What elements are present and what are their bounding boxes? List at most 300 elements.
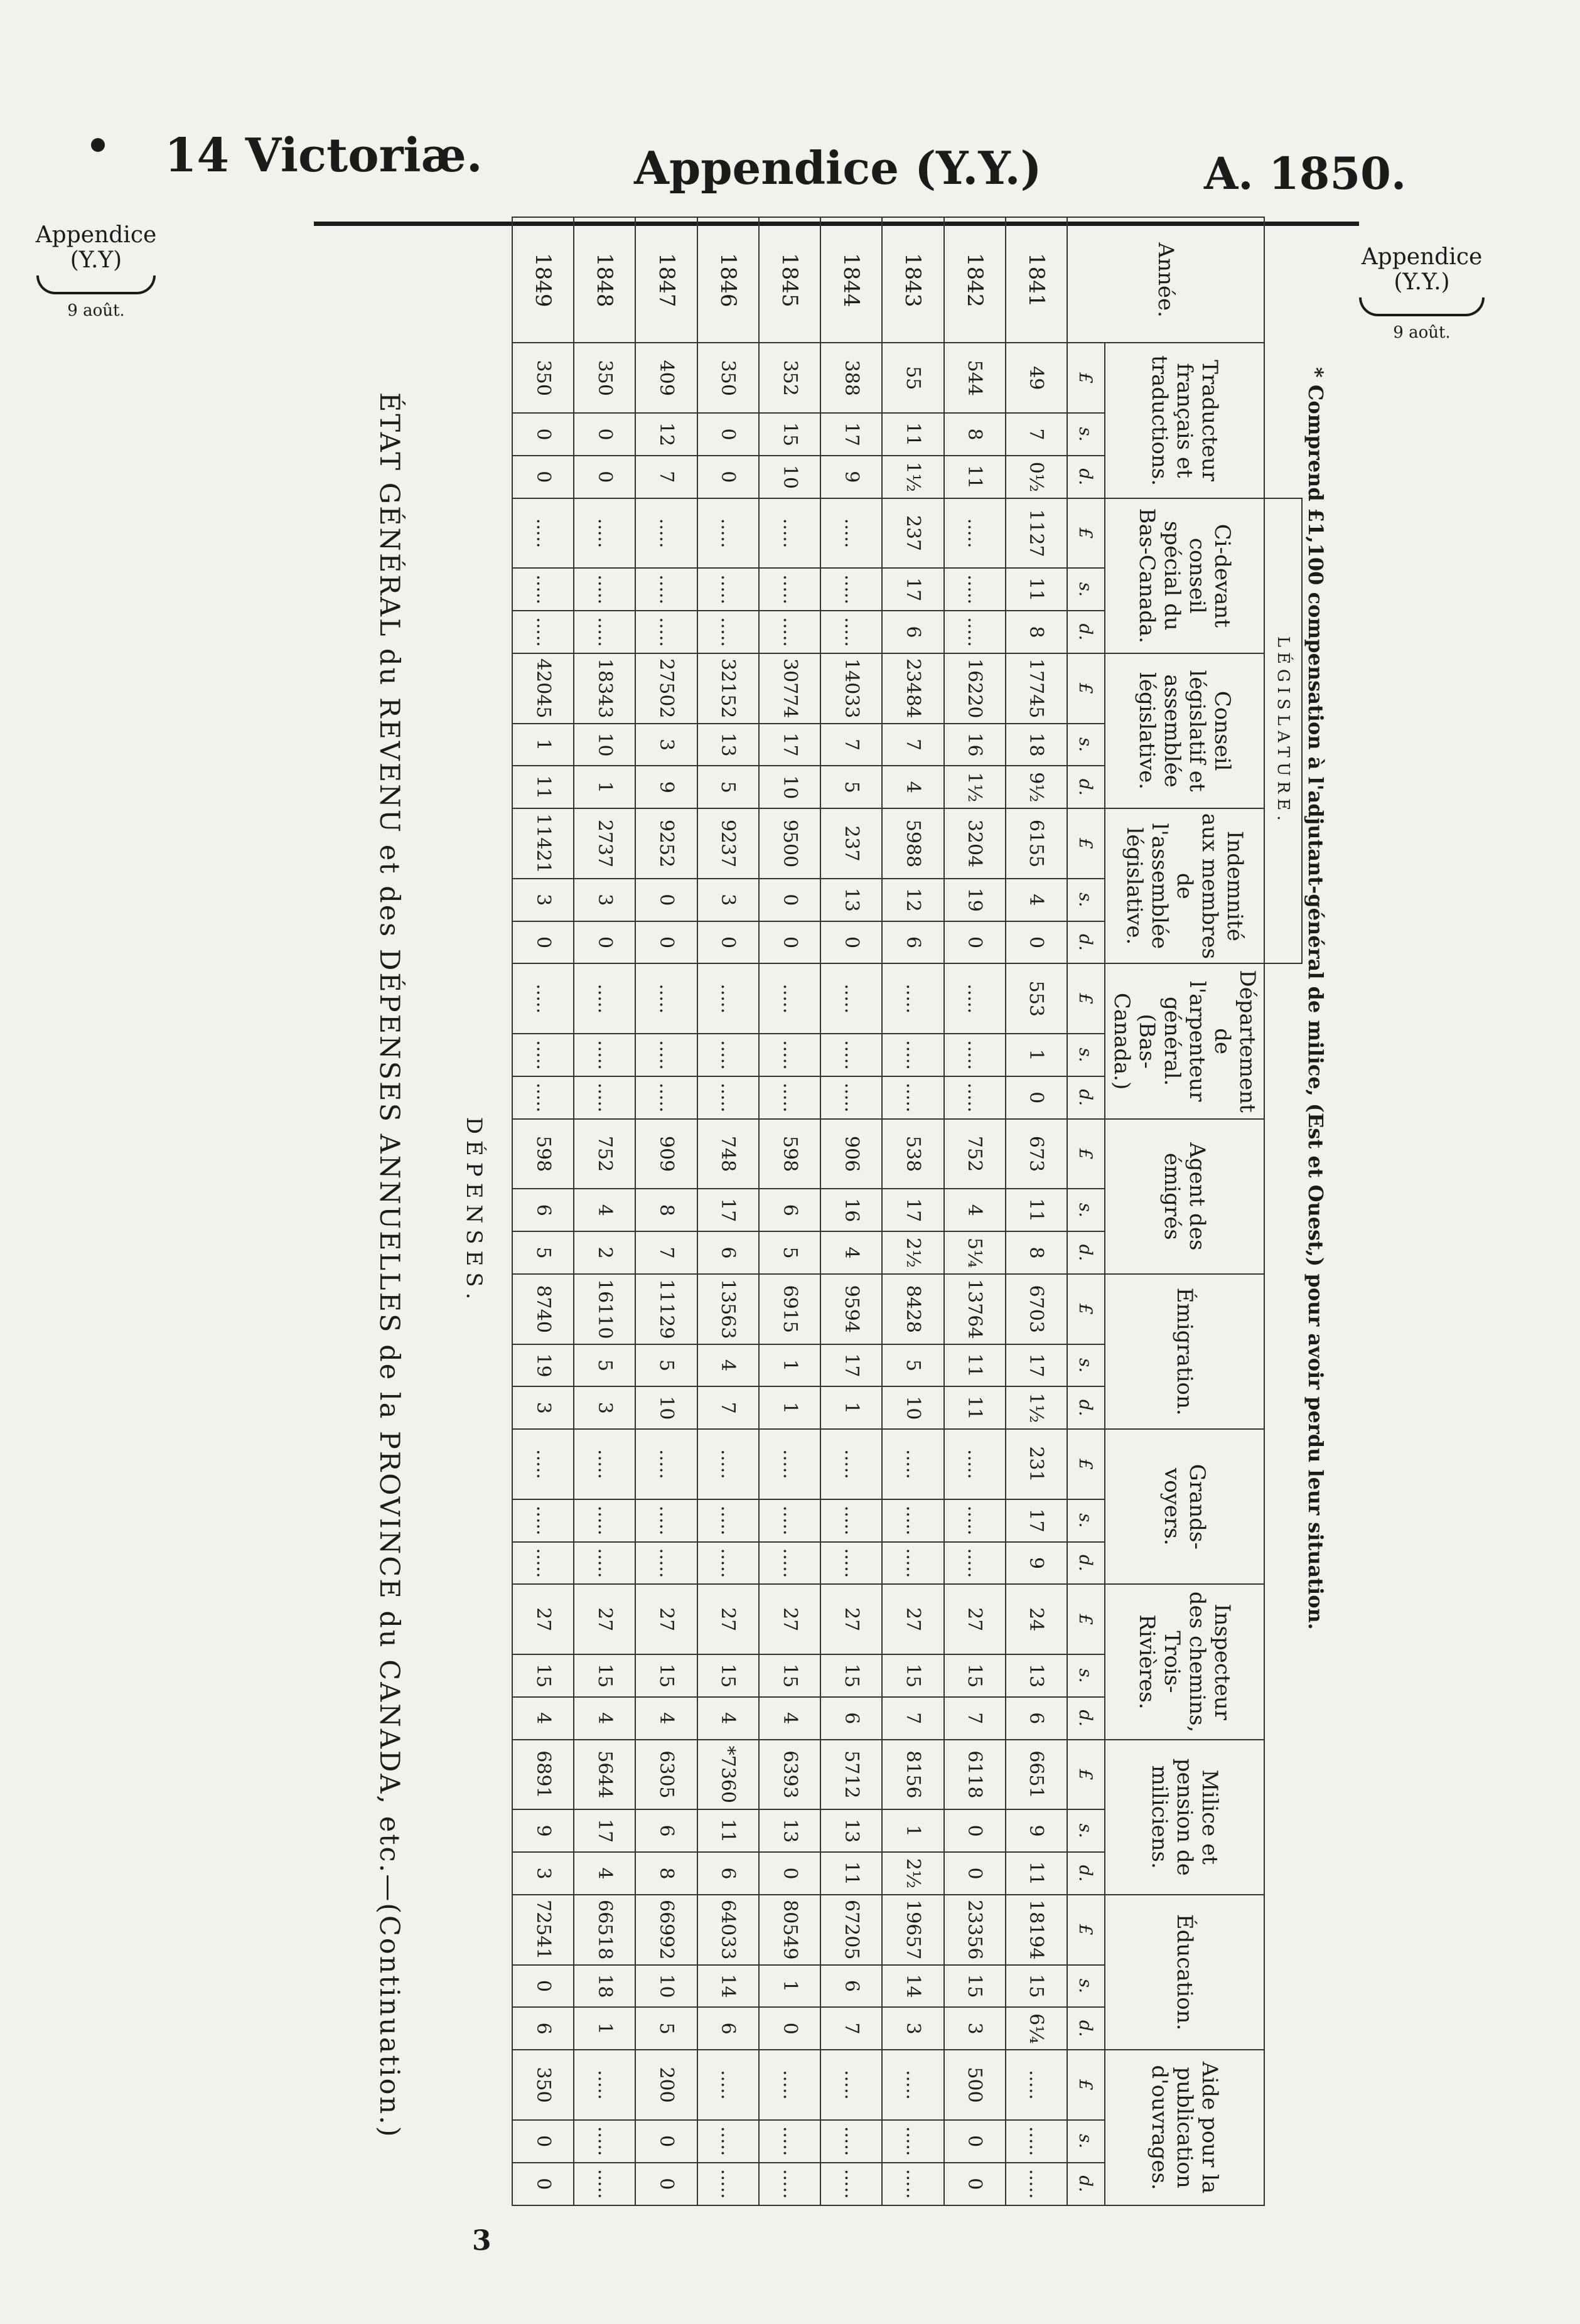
table-row bbox=[697, 217, 759, 2205]
amount-cell: 6 bbox=[759, 1189, 820, 1231]
amount-cell: 1127 bbox=[1006, 498, 1067, 569]
amount-cell: ..... bbox=[944, 498, 1006, 569]
amount-cell: 0 bbox=[574, 413, 635, 456]
amount-cell: ..... bbox=[944, 568, 1006, 611]
amount-cell: 0 bbox=[759, 1852, 820, 1895]
amount-cell: 3 bbox=[512, 1852, 574, 1895]
amount-cell: 388 bbox=[820, 343, 882, 413]
amount-cell: ..... bbox=[882, 1542, 943, 1585]
amount-cell: 7 bbox=[944, 1697, 1006, 1740]
amount-cell: 673 bbox=[1006, 1119, 1067, 1189]
amount-cell: 17 bbox=[1006, 1499, 1067, 1542]
amount-cell: 15 bbox=[882, 1654, 943, 1697]
margin-note-label: Appendice bbox=[35, 222, 157, 248]
amount-cell: 6305 bbox=[635, 1740, 697, 1810]
amount-cell: 7 bbox=[820, 2007, 882, 2050]
amount-cell: 6915 bbox=[759, 1274, 820, 1344]
amount-cell: 18343 bbox=[574, 653, 635, 724]
amount-cell: 0 bbox=[574, 921, 635, 964]
unit-header: d. bbox=[1067, 1231, 1105, 1274]
amount-cell: 8428 bbox=[882, 1274, 943, 1344]
unit-header: £ bbox=[1067, 1274, 1105, 1344]
brace-mark bbox=[1359, 297, 1485, 316]
unit-header: d. bbox=[1067, 1076, 1105, 1119]
column-header: Émigration. bbox=[1105, 1274, 1264, 1429]
table-row bbox=[635, 217, 697, 2205]
margin-note-right bbox=[1353, 245, 1491, 345]
amount-cell: 4 bbox=[944, 1189, 1006, 1231]
amount-cell: ..... bbox=[574, 963, 635, 1034]
year-cell: 1844 bbox=[820, 217, 882, 343]
amount-cell: 19 bbox=[512, 1344, 574, 1387]
year-cell: 1847 bbox=[635, 217, 697, 343]
amount-cell: ..... bbox=[759, 1542, 820, 1585]
amount-cell: 1 bbox=[759, 1386, 820, 1429]
amount-cell: 0 bbox=[1006, 1076, 1067, 1119]
amount-cell: 0 bbox=[759, 921, 820, 964]
amount-cell: 8 bbox=[1006, 1231, 1067, 1274]
amount-cell: 748 bbox=[697, 1119, 759, 1189]
amount-cell: 17 bbox=[697, 1189, 759, 1231]
margin-note-ref: (Y.Y) bbox=[70, 247, 122, 273]
amount-cell: 553 bbox=[1006, 963, 1067, 1034]
column-header: Inspecteur des chemins, Trois-Rivières. bbox=[1105, 1584, 1264, 1739]
amount-cell: 6 bbox=[1006, 1697, 1067, 1740]
amount-cell: 9 bbox=[1006, 1542, 1067, 1585]
amount-cell: 12 bbox=[882, 879, 943, 921]
amount-cell: 9 bbox=[512, 1809, 574, 1852]
amount-cell: 5 bbox=[820, 766, 882, 808]
amount-cell: ..... bbox=[820, 1429, 882, 1499]
year-cell: 1845 bbox=[759, 217, 820, 343]
brace-mark bbox=[36, 276, 156, 294]
amount-cell: 5¼ bbox=[944, 1231, 1006, 1274]
amount-cell: ..... bbox=[820, 1542, 882, 1585]
amount-cell: ..... bbox=[882, 1499, 943, 1542]
amount-cell: 9500 bbox=[759, 808, 820, 879]
amount-cell: ..... bbox=[574, 1542, 635, 1585]
unit-header: d. bbox=[1067, 2007, 1105, 2050]
unit-header: s. bbox=[1067, 1344, 1105, 1387]
amount-cell: 7 bbox=[635, 456, 697, 498]
amount-cell: ..... bbox=[635, 498, 697, 569]
amount-cell: 231 bbox=[1006, 1429, 1067, 1499]
amount-cell: ..... bbox=[882, 1429, 943, 1499]
year-header: Année. bbox=[1067, 217, 1264, 343]
amount-cell: 13 bbox=[697, 724, 759, 766]
amount-cell: 13563 bbox=[697, 1274, 759, 1344]
amount-cell: 4 bbox=[820, 1231, 882, 1274]
amount-cell: 1 bbox=[820, 1386, 882, 1429]
amount-cell: 3 bbox=[512, 879, 574, 921]
amount-cell: 350 bbox=[574, 343, 635, 413]
amount-cell: 6118 bbox=[944, 1740, 1006, 1810]
amount-cell: 27502 bbox=[635, 653, 697, 724]
amount-cell: 409 bbox=[635, 343, 697, 413]
amount-cell: 538 bbox=[882, 1119, 943, 1189]
unit-header: s. bbox=[1067, 1034, 1105, 1076]
amount-cell: 7 bbox=[697, 1386, 759, 1429]
amount-cell: ..... bbox=[635, 568, 697, 611]
unit-header: s. bbox=[1067, 1809, 1105, 1852]
unit-header: d. bbox=[1067, 1697, 1105, 1740]
amount-cell: 17745 bbox=[1006, 653, 1067, 724]
table-row bbox=[759, 217, 820, 2205]
amount-cell: 17 bbox=[759, 724, 820, 766]
amount-cell: ..... bbox=[635, 1542, 697, 1585]
unit-header: £ bbox=[1067, 343, 1105, 413]
amount-cell: 9594 bbox=[820, 1274, 882, 1344]
amount-cell: 6 bbox=[697, 2007, 759, 2050]
footnote: * Comprend £1,100 compensation à l'adjutant-général de milice, (Est et Ouest,) pour avoir perdu leur situation. bbox=[1304, 367, 1328, 1630]
amount-cell: 9 bbox=[820, 456, 882, 498]
unit-header: s. bbox=[1067, 1965, 1105, 2008]
amount-cell: 3204 bbox=[944, 808, 1006, 879]
amount-cell: 752 bbox=[944, 1119, 1006, 1189]
amount-cell: ..... bbox=[944, 611, 1006, 653]
amount-cell: ..... bbox=[759, 568, 820, 611]
amount-cell: 10 bbox=[759, 456, 820, 498]
amount-cell: 237 bbox=[882, 498, 943, 569]
amount-cell: ..... bbox=[697, 1499, 759, 1542]
amount-cell: 1 bbox=[574, 2007, 635, 2050]
amount-cell: ..... bbox=[512, 498, 574, 569]
amount-cell: ..... bbox=[635, 1429, 697, 1499]
amount-cell: *7360 bbox=[697, 1740, 759, 1810]
amount-cell: 0 bbox=[820, 921, 882, 964]
amount-cell: 0 bbox=[512, 921, 574, 964]
amount-cell: 9 bbox=[1006, 1809, 1067, 1852]
amount-cell: ..... bbox=[697, 1429, 759, 1499]
amount-cell: 10 bbox=[635, 1386, 697, 1429]
amount-cell: 11421 bbox=[512, 808, 574, 879]
amount-cell: 13 bbox=[820, 879, 882, 921]
amount-cell: 598 bbox=[512, 1119, 574, 1189]
amount-cell: 1½ bbox=[944, 766, 1006, 808]
amount-cell: 0 bbox=[635, 879, 697, 921]
column-header: Ci-devant conseil spécial du Bas-Canada. bbox=[1105, 498, 1264, 653]
amount-cell: 200 bbox=[635, 2050, 697, 2120]
header-year: A. 1850. bbox=[1204, 147, 1407, 200]
table-row bbox=[1006, 217, 1067, 2205]
rotated-table-block bbox=[308, 217, 1328, 2206]
amount-cell: 0 bbox=[512, 1965, 574, 2008]
amount-cell: 11129 bbox=[635, 1274, 697, 1344]
amount-cell: 4 bbox=[635, 1697, 697, 1740]
table-title: ÉTAT GÉNÉRAL du REVENU et des DÉPENSES ANNUELLES de la PROVINCE du CANADA, etc.—(Continuation.) bbox=[374, 392, 405, 2139]
amount-cell: 23484 bbox=[882, 653, 943, 724]
unit-header: £ bbox=[1067, 1584, 1105, 1654]
amount-cell: ..... bbox=[759, 1034, 820, 1076]
amount-cell: 0 bbox=[512, 2163, 574, 2205]
amount-cell: ..... bbox=[635, 1034, 697, 1076]
amount-cell: 350 bbox=[697, 343, 759, 413]
amount-cell: 6 bbox=[512, 1189, 574, 1231]
column-header: Grands-voyers. bbox=[1105, 1429, 1264, 1584]
amount-cell: 6 bbox=[820, 1697, 882, 1740]
amount-cell: 0½ bbox=[1006, 456, 1067, 498]
amount-cell: 5 bbox=[759, 1231, 820, 1274]
amount-cell: 8 bbox=[1006, 611, 1067, 653]
amount-cell: ..... bbox=[1006, 2163, 1067, 2205]
amount-cell: 27 bbox=[635, 1584, 697, 1654]
amount-cell: 0 bbox=[635, 2120, 697, 2163]
amount-cell: 11 bbox=[1006, 568, 1067, 611]
amount-cell: 18 bbox=[1006, 724, 1067, 766]
amount-cell: 16220 bbox=[944, 653, 1006, 724]
amount-cell: 27 bbox=[574, 1584, 635, 1654]
unit-header: £ bbox=[1067, 1895, 1105, 1965]
amount-cell: 10 bbox=[759, 766, 820, 808]
amount-cell: 5988 bbox=[882, 808, 943, 879]
amount-cell: 4 bbox=[574, 1852, 635, 1895]
amount-cell: 16 bbox=[820, 1189, 882, 1231]
amount-cell: 27 bbox=[759, 1584, 820, 1654]
amount-cell: 2½ bbox=[882, 1852, 943, 1895]
amount-cell: 909 bbox=[635, 1119, 697, 1189]
amount-cell: 8 bbox=[635, 1852, 697, 1895]
table-row bbox=[944, 217, 1006, 2205]
amount-cell: 5 bbox=[635, 2007, 697, 2050]
amount-cell: 7 bbox=[635, 1231, 697, 1274]
amount-cell: 17 bbox=[574, 1809, 635, 1852]
amount-cell: 1 bbox=[1006, 1034, 1067, 1076]
amount-cell: 1 bbox=[512, 724, 574, 766]
unit-header: £ bbox=[1067, 498, 1105, 569]
amount-cell: 2737 bbox=[574, 808, 635, 879]
amount-cell: ..... bbox=[574, 568, 635, 611]
amount-cell: 544 bbox=[944, 343, 1006, 413]
header-session: 14 Victoriæ. bbox=[164, 129, 483, 183]
amount-cell: ..... bbox=[574, 1499, 635, 1542]
amount-cell: 16 bbox=[944, 724, 1006, 766]
header-appendix: Appendice (Y.Y.) bbox=[634, 141, 1042, 195]
amount-cell: 3 bbox=[574, 879, 635, 921]
amount-cell: 13 bbox=[820, 1809, 882, 1852]
amount-cell: 500 bbox=[944, 2050, 1006, 2120]
amount-cell: ..... bbox=[820, 2120, 882, 2163]
unit-header: £ bbox=[1067, 1429, 1105, 1499]
amount-cell: ..... bbox=[820, 1499, 882, 1542]
amount-cell: ..... bbox=[759, 2120, 820, 2163]
amount-cell: 5712 bbox=[820, 1740, 882, 1810]
amount-cell: 350 bbox=[512, 2050, 574, 2120]
unit-header: £ bbox=[1067, 808, 1105, 879]
amount-cell: 6 bbox=[697, 1231, 759, 1274]
column-header: Éducation. bbox=[1105, 1895, 1264, 2050]
amount-cell: 8 bbox=[944, 413, 1006, 456]
amount-cell: 2 bbox=[574, 1231, 635, 1274]
amount-cell: 6891 bbox=[512, 1740, 574, 1810]
amount-cell: ..... bbox=[882, 2163, 943, 2205]
amount-cell: 0 bbox=[1006, 921, 1067, 964]
unit-header: s. bbox=[1067, 2120, 1105, 2163]
amount-cell: 6 bbox=[882, 921, 943, 964]
amount-cell: ..... bbox=[574, 1034, 635, 1076]
amount-cell: ..... bbox=[574, 2120, 635, 2163]
amount-cell: 3 bbox=[882, 2007, 943, 2050]
amount-cell: ..... bbox=[697, 2120, 759, 2163]
amount-cell: ..... bbox=[944, 1429, 1006, 1499]
amount-cell: 1½ bbox=[882, 456, 943, 498]
unit-header: s. bbox=[1067, 1189, 1105, 1231]
amount-cell: 42045 bbox=[512, 653, 574, 724]
amount-cell: ..... bbox=[882, 2050, 943, 2120]
amount-cell: 6 bbox=[882, 611, 943, 653]
amount-cell: ..... bbox=[759, 1499, 820, 1542]
amount-cell: 27 bbox=[697, 1584, 759, 1654]
amount-cell: ..... bbox=[820, 498, 882, 569]
amount-cell: 350 bbox=[512, 343, 574, 413]
amount-cell: 49 bbox=[1006, 343, 1067, 413]
amount-cell: ..... bbox=[512, 963, 574, 1034]
table-row bbox=[882, 217, 943, 2205]
amount-cell: 64033 bbox=[697, 1895, 759, 1965]
amount-cell: ..... bbox=[697, 1076, 759, 1119]
amount-cell: 0 bbox=[759, 2007, 820, 2050]
amount-cell: 0 bbox=[944, 921, 1006, 964]
amount-cell: 9237 bbox=[697, 808, 759, 879]
amount-cell: 0 bbox=[574, 456, 635, 498]
table-row bbox=[512, 217, 574, 2205]
amount-cell: 30774 bbox=[759, 653, 820, 724]
amount-cell: ..... bbox=[697, 498, 759, 569]
amount-cell: 23356 bbox=[944, 1895, 1006, 1965]
unit-header: d. bbox=[1067, 2163, 1105, 2205]
year-cell: 1842 bbox=[944, 217, 1006, 343]
amount-cell: 14033 bbox=[820, 653, 882, 724]
amount-cell: 15 bbox=[820, 1654, 882, 1697]
amount-cell: 11 bbox=[697, 1809, 759, 1852]
amount-cell: ..... bbox=[697, 963, 759, 1034]
amount-cell: ..... bbox=[635, 963, 697, 1034]
amount-cell: ..... bbox=[759, 2050, 820, 2120]
amount-cell: 66992 bbox=[635, 1895, 697, 1965]
amount-cell: 13764 bbox=[944, 1274, 1006, 1344]
amount-cell: 17 bbox=[820, 413, 882, 456]
amount-cell: 7 bbox=[820, 724, 882, 766]
amount-cell: 15 bbox=[759, 413, 820, 456]
amount-cell: 6393 bbox=[759, 1740, 820, 1810]
amount-cell: ..... bbox=[944, 1034, 1006, 1076]
amount-cell: 4 bbox=[697, 1697, 759, 1740]
amount-cell: 4 bbox=[574, 1189, 635, 1231]
amount-cell: 5 bbox=[697, 766, 759, 808]
unit-header: £ bbox=[1067, 1740, 1105, 1810]
amount-cell: ..... bbox=[512, 1542, 574, 1585]
amount-cell: 15 bbox=[1006, 1965, 1067, 2008]
amount-cell: 3 bbox=[697, 879, 759, 921]
amount-cell: ..... bbox=[512, 1076, 574, 1119]
amount-cell: ..... bbox=[574, 2050, 635, 2120]
amount-cell: 13 bbox=[759, 1809, 820, 1852]
unit-header: d. bbox=[1067, 921, 1105, 964]
amount-cell: 32152 bbox=[697, 653, 759, 724]
amount-cell: ..... bbox=[944, 963, 1006, 1034]
amount-cell: ..... bbox=[820, 568, 882, 611]
amount-cell: 12 bbox=[635, 413, 697, 456]
amount-cell: 8740 bbox=[512, 1274, 574, 1344]
amount-cell: ..... bbox=[574, 498, 635, 569]
amount-cell: 80549 bbox=[759, 1895, 820, 1965]
amount-cell: 0 bbox=[759, 879, 820, 921]
amount-cell: 6 bbox=[697, 1852, 759, 1895]
amount-cell: 72541 bbox=[512, 1895, 574, 1965]
amount-cell: 237 bbox=[820, 808, 882, 879]
amount-cell: 14 bbox=[882, 1965, 943, 2008]
amount-cell: 27 bbox=[944, 1584, 1006, 1654]
amount-cell: ..... bbox=[820, 963, 882, 1034]
amount-cell: 5644 bbox=[574, 1740, 635, 1810]
amount-cell: ..... bbox=[820, 1076, 882, 1119]
amount-cell: ..... bbox=[1006, 2120, 1067, 2163]
amount-cell: ..... bbox=[882, 2120, 943, 2163]
margin-note-label: Appendice bbox=[1361, 244, 1483, 270]
amount-cell: 6703 bbox=[1006, 1274, 1067, 1344]
amount-cell: ..... bbox=[882, 963, 943, 1034]
amount-cell: ..... bbox=[512, 1429, 574, 1499]
amount-cell: ..... bbox=[759, 611, 820, 653]
amount-cell: ..... bbox=[697, 2050, 759, 2120]
year-cell: 1849 bbox=[512, 217, 574, 343]
amount-cell: 1 bbox=[882, 1809, 943, 1852]
amount-cell: 4 bbox=[512, 1697, 574, 1740]
amount-cell: 6 bbox=[820, 1965, 882, 2008]
margin-note-left bbox=[30, 223, 162, 323]
amount-cell: ..... bbox=[512, 568, 574, 611]
expenditure-table bbox=[512, 217, 1303, 2206]
amount-cell: 0 bbox=[697, 413, 759, 456]
unit-header: d. bbox=[1067, 611, 1105, 653]
amount-cell: 10 bbox=[635, 1965, 697, 2008]
amount-cell: 4 bbox=[1006, 879, 1067, 921]
amount-cell: 16110 bbox=[574, 1274, 635, 1344]
column-header: Traducteur français et traductions. bbox=[1105, 343, 1264, 498]
amount-cell: ..... bbox=[759, 498, 820, 569]
column-header: Milice et pension de miliciens. bbox=[1105, 1740, 1264, 1895]
amount-cell: 0 bbox=[944, 2163, 1006, 2205]
amount-cell: ..... bbox=[697, 2163, 759, 2205]
unit-header: d. bbox=[1067, 1542, 1105, 1585]
amount-cell: 17 bbox=[820, 1344, 882, 1387]
amount-cell: 6 bbox=[512, 2007, 574, 2050]
amount-cell: 6¼ bbox=[1006, 2007, 1067, 2050]
amount-cell: 1½ bbox=[1006, 1386, 1067, 1429]
amount-cell: 15 bbox=[944, 1965, 1006, 2008]
legislature-group-label: LÉGISLATURE. bbox=[1264, 498, 1302, 964]
amount-cell: 13 bbox=[1006, 1654, 1067, 1697]
amount-cell: ..... bbox=[574, 1429, 635, 1499]
amount-cell: 11 bbox=[1006, 1852, 1067, 1895]
amount-cell: 9½ bbox=[1006, 766, 1067, 808]
amount-cell: 3 bbox=[944, 2007, 1006, 2050]
amount-cell: 11 bbox=[820, 1852, 882, 1895]
amount-cell: 14 bbox=[697, 1965, 759, 2008]
amount-cell: 11 bbox=[944, 1344, 1006, 1387]
amount-cell: 4 bbox=[697, 1344, 759, 1387]
amount-cell: 3 bbox=[635, 724, 697, 766]
bullet-mark bbox=[91, 138, 105, 152]
section-label: DÉPENSES. bbox=[461, 1116, 486, 1306]
amount-cell: 17 bbox=[882, 1189, 943, 1231]
amount-cell: 8 bbox=[635, 1189, 697, 1231]
unit-header: £ bbox=[1067, 963, 1105, 1034]
amount-cell: 15 bbox=[512, 1654, 574, 1697]
amount-cell: 24 bbox=[1006, 1584, 1067, 1654]
amount-cell: 11 bbox=[944, 1386, 1006, 1429]
amount-cell: ..... bbox=[759, 2163, 820, 2205]
amount-cell: 11 bbox=[944, 456, 1006, 498]
